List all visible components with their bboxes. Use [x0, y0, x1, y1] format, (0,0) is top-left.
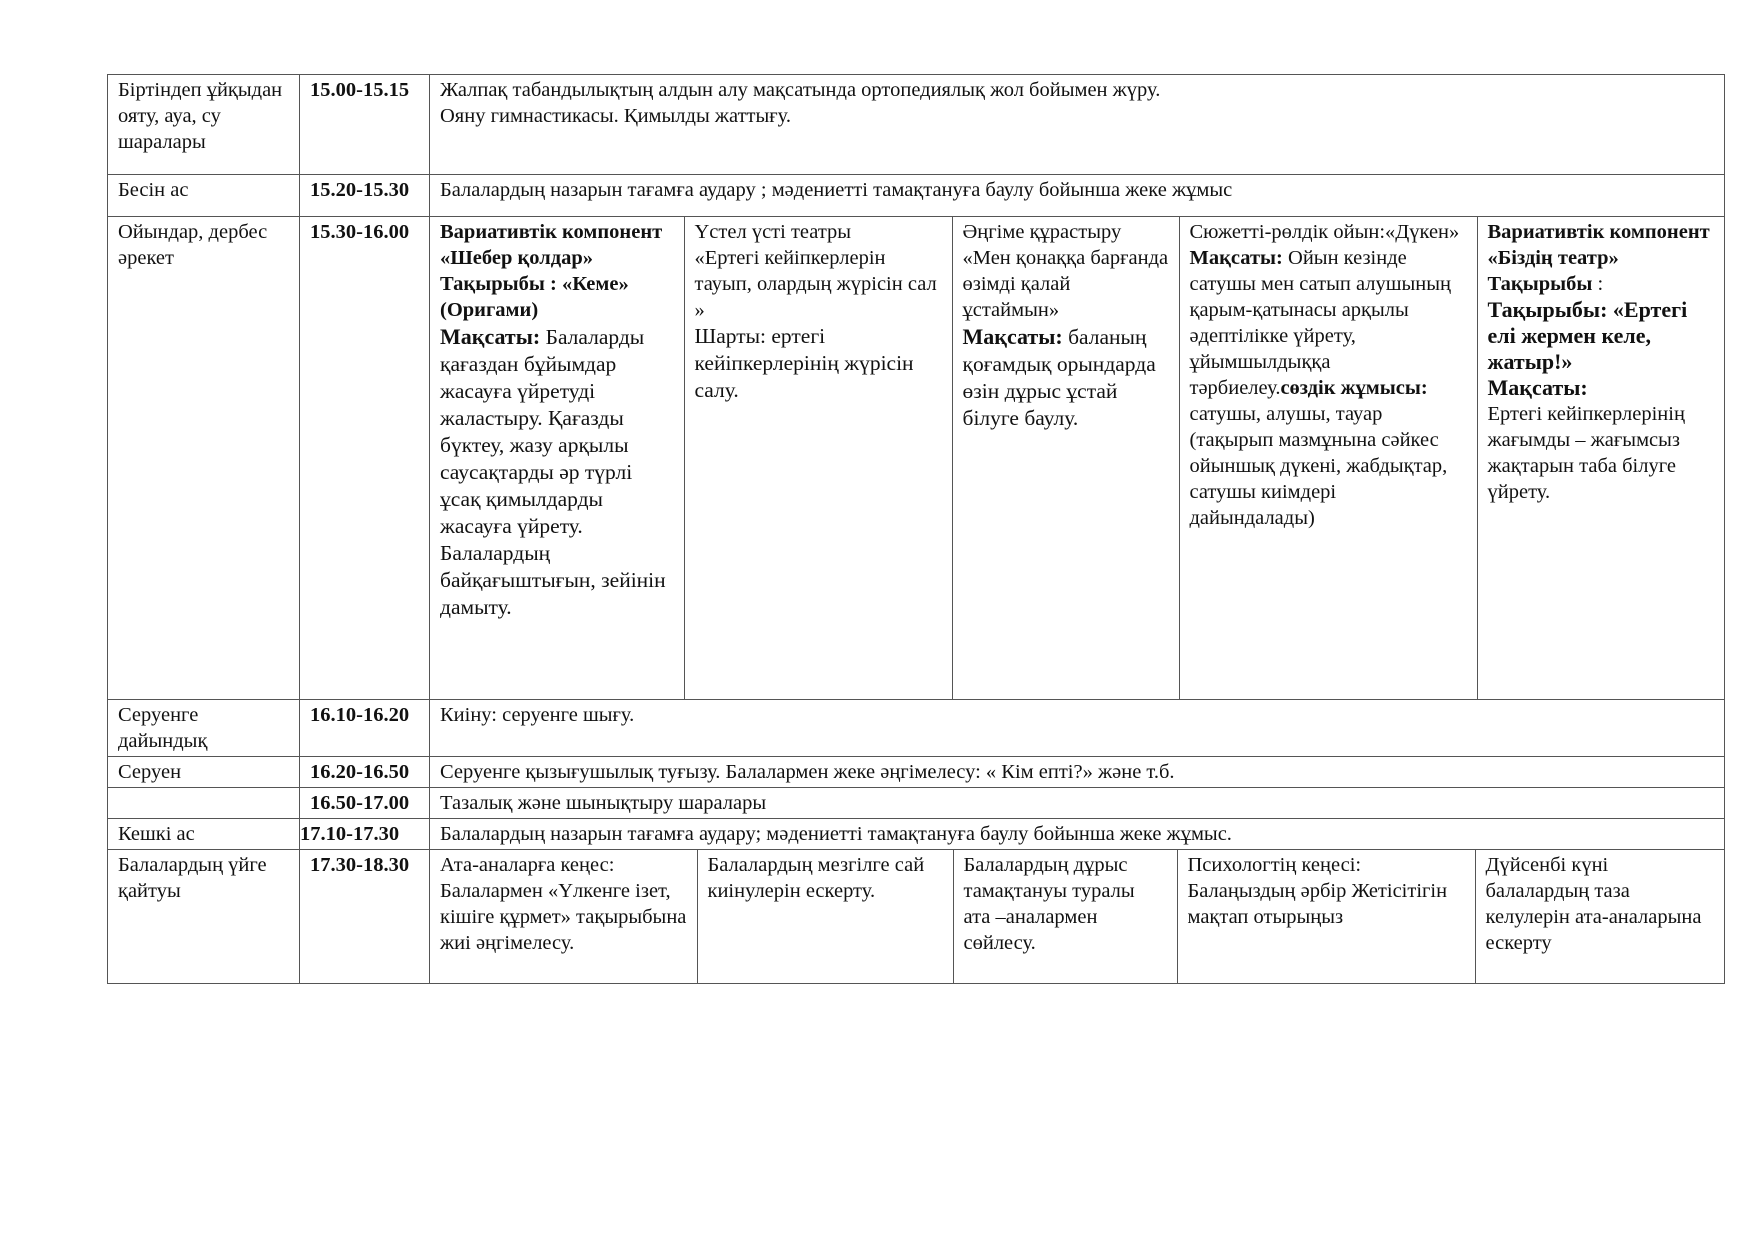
topic-colon: : [1592, 273, 1604, 295]
activity-cell: Балалардың үйге қайтуы [108, 850, 300, 984]
table-row [108, 819, 1725, 850]
goal-label: Мақсаты: [1487, 375, 1588, 400]
content-line: Ояну гимнастикасы. Қимылды жаттығу. [440, 105, 792, 127]
condition-text: Шарты: ертегі кейіпкерлерінің жүрісін салу. [694, 324, 914, 402]
weekday-cells [430, 217, 1725, 700]
topic-label: Тақырыбы [1487, 273, 1593, 295]
goal-label: Мақсаты: [440, 324, 541, 349]
activity-cell: Біртіндеп ұйқыдан ояту, ауа, су шаралары [108, 75, 300, 175]
content-cell [430, 75, 1725, 175]
table-row [108, 788, 1725, 819]
activity-title: Сюжетті-рөлдік ойын:«Дүкен» [1189, 221, 1460, 243]
content-cell: Балалардың назарын тағамға аудару; мәдениетті тамақтануға баулу бойынша жеке жұмыс. [430, 819, 1725, 850]
wednesday-cell: Балалардың дұрыс тамақтануы туралы ата –аналармен сөйлесу. [953, 850, 1177, 983]
activity-cell [108, 788, 300, 819]
vocab-label: сөздік жұмысы: [1280, 377, 1428, 399]
time-cell: 16.10-16.20 [300, 700, 430, 757]
games-subtable [430, 217, 1725, 699]
thursday-cell [1179, 217, 1477, 699]
table-row [108, 217, 1725, 700]
table-row [108, 757, 1725, 788]
activity-title: Әңгіме құрастыру [962, 221, 1122, 243]
variative-heading: Вариативтік компонент [1487, 221, 1710, 243]
goal-text: Ертегі кейіпкерлерінің жағымды – жағымсыз жақтарын таба білуге үйрету. [1487, 403, 1685, 503]
game-name: «Ертегі кейіпкерлерін тауып, олардың жүрісін сал » [694, 247, 937, 321]
time-cell: 16.50-17.00 [300, 788, 430, 819]
monday-cell: Ата-аналарға кеңес: Балалармен «Үлкенге ізет, кішіге құрмет» тақырыбына жиі әңгімелесу. [440, 854, 687, 954]
content-line: Жалпақ табандылықтың алдын алу мақсатында ортопедиялық жол бойымен жүру. [440, 79, 1161, 101]
monday-cell [430, 217, 684, 699]
activity-title: Үстел үсті театры [694, 221, 852, 243]
component-name: «Біздің театр» [1487, 247, 1619, 269]
component-name: «Шебер қолдар» [440, 247, 594, 269]
time-cell: 15.20-15.30 [300, 175, 430, 217]
goal-text: Ойын кезінде сатушы мен сатып алушының қарым-қатынасы арқылы әдептілікке үйрету, ұйымшылдыққа тәрбиелеу. [1189, 247, 1451, 399]
table-row [108, 850, 1725, 984]
activity-cell: Бесін ас [108, 175, 300, 217]
home-subtable [430, 850, 1725, 983]
friday-cell: Дүйсенбі күні балалардың таза келулерін ата-аналарына ескерту [1475, 850, 1725, 983]
table-row [108, 175, 1725, 217]
content-cell: Тазалық және шынықтыру шаралары [430, 788, 1725, 819]
topic: Тақырыбы: «Ертегі елі жермен келе, жатыр!» [1487, 297, 1688, 374]
table-row [108, 75, 1725, 175]
time-cell: 17.10-17.30 [300, 819, 430, 850]
activity-cell: Кешкі ас [108, 819, 300, 850]
time-cell: 15.30-16.00 [300, 217, 430, 700]
time-cell: 16.20-16.50 [300, 757, 430, 788]
tuesday-cell [684, 217, 952, 699]
table-row [108, 700, 1725, 757]
content-cell: Серуенге қызығушылық туғызу. Балалармен жеке әңгімелесу: « Кім епті?» және т.б. [430, 757, 1725, 788]
wednesday-cell [952, 217, 1179, 699]
activity-cell: Серуен [108, 757, 300, 788]
time-cell: 17.30-18.30 [300, 850, 430, 984]
activity-cell: Ойындар, дербес әрекет [108, 217, 300, 700]
topic: Тақырыбы : «Кеме» (Оригами) [440, 273, 629, 321]
activity-cell: Серуенге дайындық [108, 700, 300, 757]
friday-cell [1477, 217, 1725, 699]
content-cell: Балалардың назарын тағамға аудару ; мәдениетті тамақтануға баулу бойынша жеке жұмыс [430, 175, 1725, 217]
goal-text: Балаларды қағаздан бұйымдар жасауға үйретуді жаластыру. Қағазды бүктеу, жазу арқылы саусақтарды әр түрлі ұсақ қимылдарды жасауға үйрету. Балалардың байқағыштығын, зейінін дамыту. [440, 325, 666, 619]
thursday-cell: Психологтің кеңесі: Балаңыздың әрбір Жетісітігін мақтап отырыңыз [1177, 850, 1475, 983]
goal-label: Мақсаты: [962, 324, 1063, 349]
content-cell: Киіну: серуенге шығу. [430, 700, 1725, 757]
tuesday-cell: Балалардың мезгілге сай киінулерін ескерту. [697, 850, 953, 983]
time-cell: 15.00-15.15 [300, 75, 430, 175]
goal-label: Мақсаты: [1189, 247, 1283, 269]
schedule-table [107, 74, 1725, 984]
game-name: «Мен қонаққа барғанда өзімді қалай ұстаймын» [962, 247, 1169, 321]
goal-text: баланың қоғамдық орындарда өзін дұрыс ұстай білуге баулу. [962, 325, 1156, 430]
vocab-text: сатушы, алушы, тауар (тақырып мазмұнына сәйкес ойыншық дүкені, жабдықтар, сатушы киімдері дайындалады) [1189, 403, 1448, 529]
weekday-cells [430, 850, 1725, 984]
variative-heading: Вариативтік компонент [440, 221, 663, 243]
